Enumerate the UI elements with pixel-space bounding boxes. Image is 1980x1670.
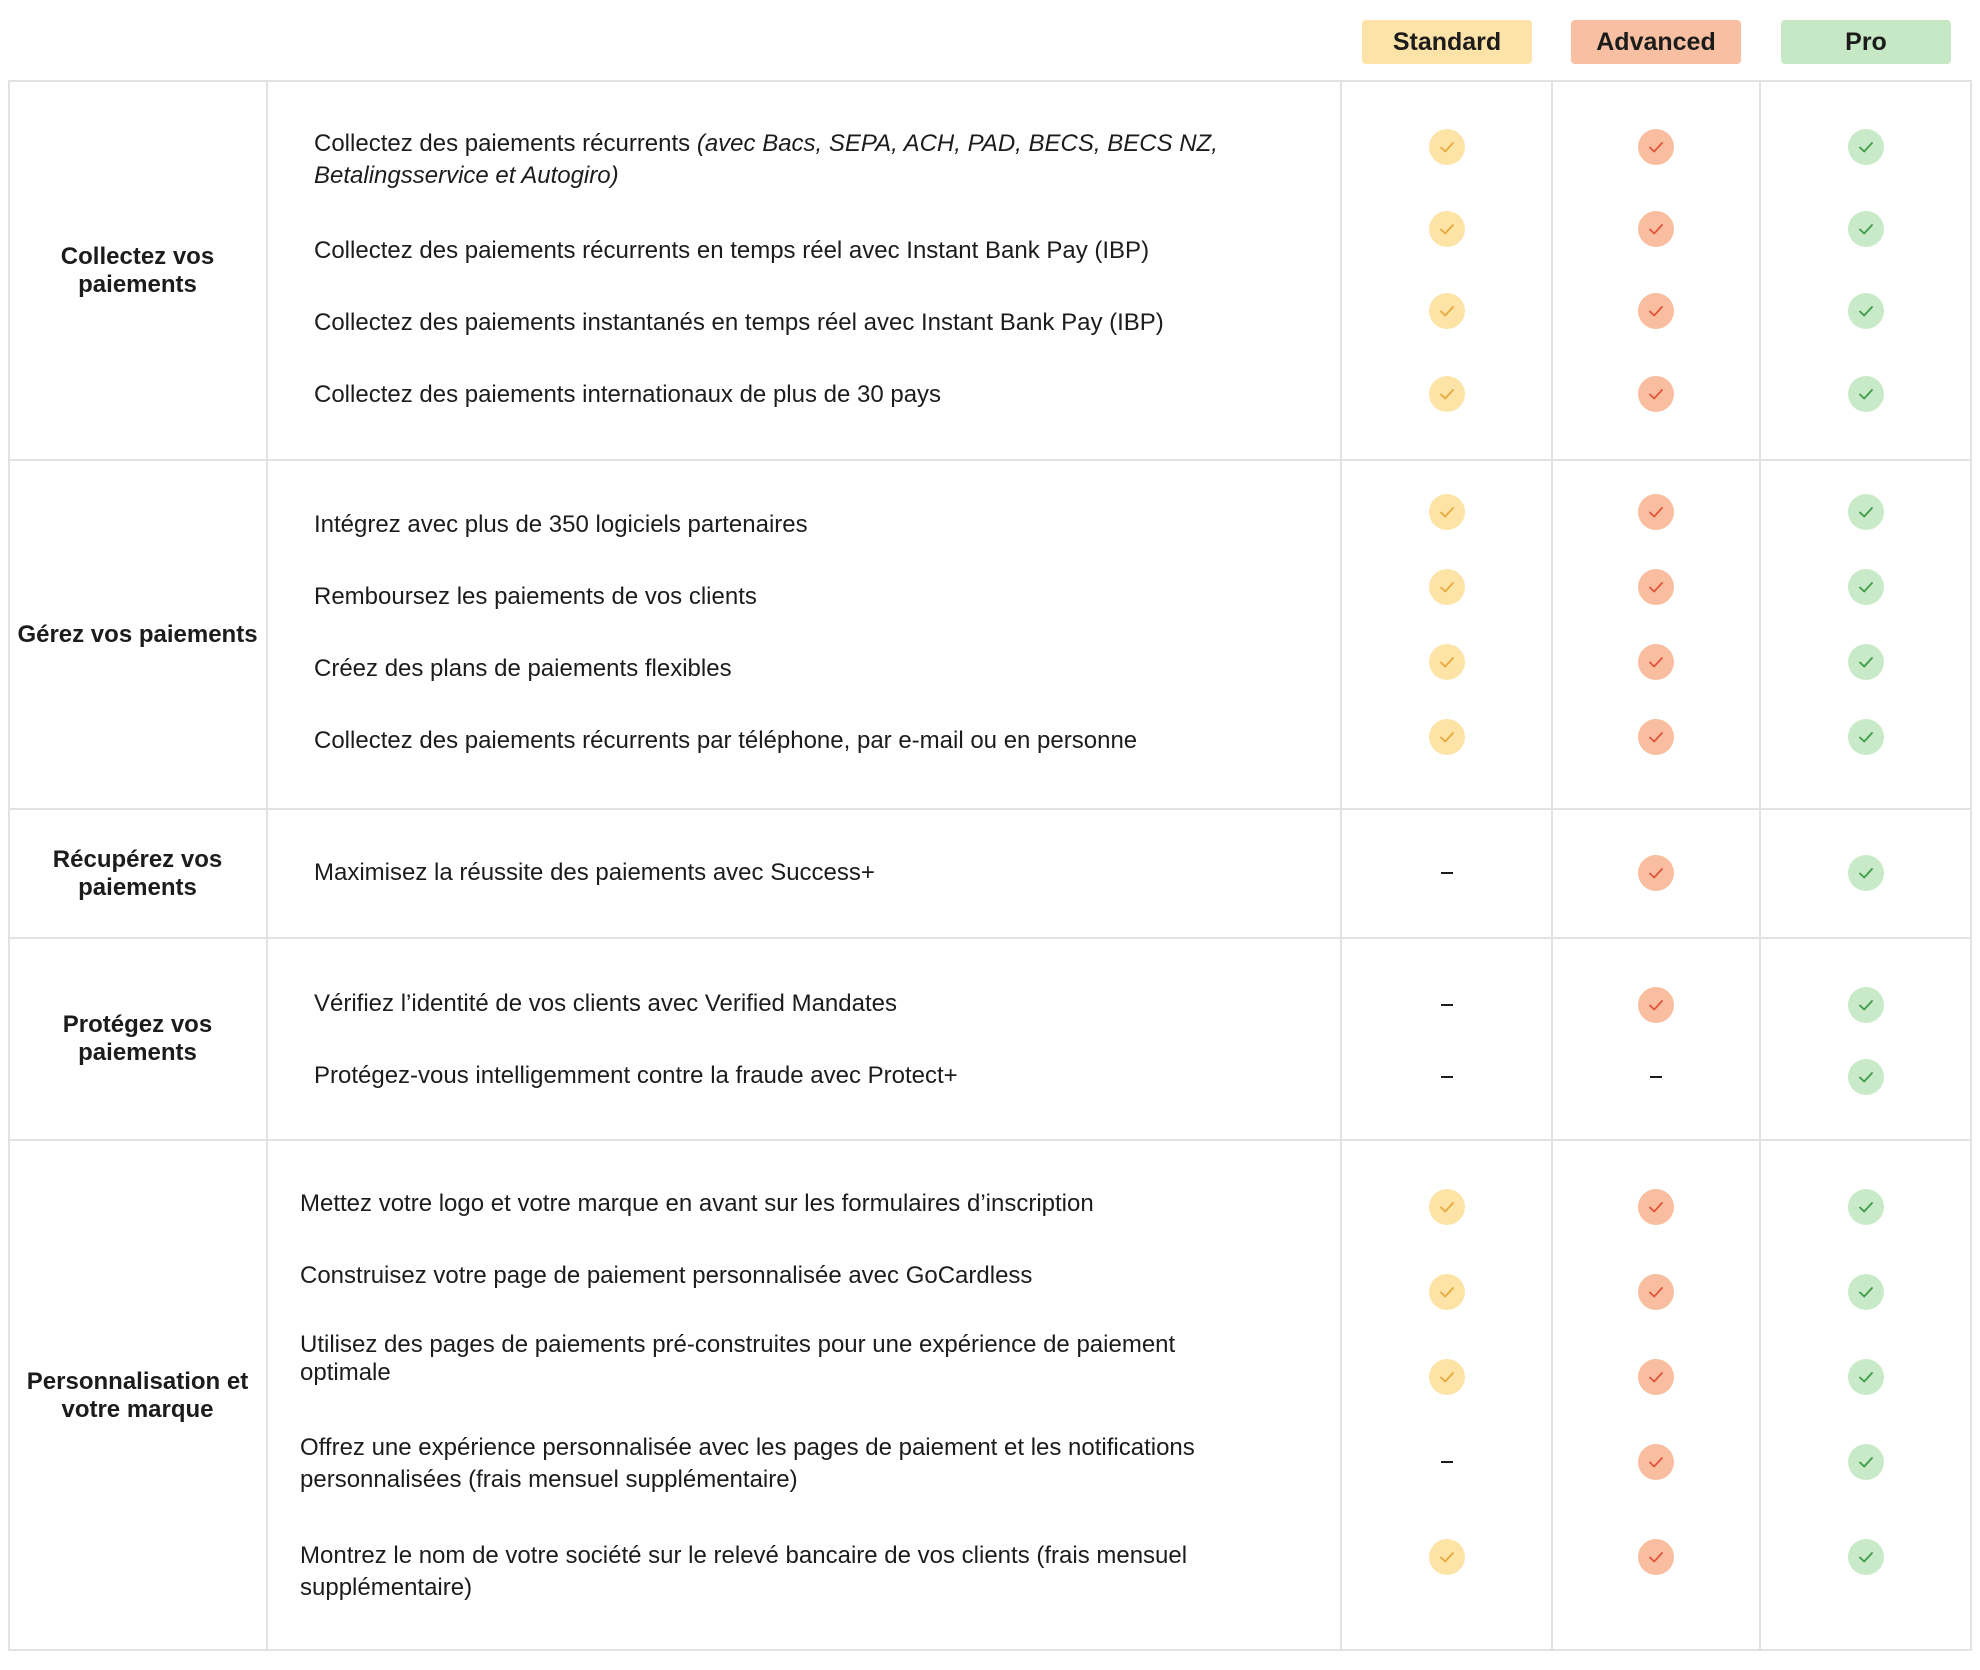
section-label-collect: Collectez vos paiements	[60, 242, 215, 298]
check-icon	[1638, 293, 1674, 329]
check-icon	[1848, 855, 1884, 891]
check-icon	[1848, 569, 1884, 605]
feature-text: Collectez des paiements récurrents en temps réel avec Instant Bank Pay (IBP)	[314, 237, 1150, 264]
feature-text: Intégrez avec plus de 350 logiciels partenaires	[314, 511, 808, 538]
check-icon	[1848, 1539, 1884, 1575]
section-label-manage: Gérez vos paiements	[17, 620, 258, 648]
section-label-protect: Protégez vos paiements	[62, 1011, 213, 1066]
feature-text: Maximisez la réussite des paiements avec Success+	[314, 859, 875, 886]
feature-text: Collectez des paiements internationaux de plus de 30 pays	[314, 381, 942, 408]
feature-text: Montrez le nom de votre société sur le relevé bancaire de vos clients (frais mensuel supplémentaire)	[300, 1542, 1188, 1601]
check-icon	[1638, 987, 1674, 1023]
column-divider	[1551, 80, 1553, 1651]
check-icon	[1429, 376, 1465, 412]
check-icon	[1848, 211, 1884, 247]
feature-text: Construisez votre page de paiement personnalisée avec GoCardless	[300, 1262, 1033, 1289]
check-icon	[1429, 719, 1465, 755]
plan-header-standard: Standard	[1362, 20, 1532, 64]
column-divider	[1759, 80, 1761, 1651]
check-icon	[1638, 644, 1674, 680]
check-icon	[1429, 1359, 1465, 1395]
check-icon	[1429, 1274, 1465, 1310]
row-divider	[8, 459, 1972, 461]
check-icon	[1429, 211, 1465, 247]
check-icon	[1638, 1189, 1674, 1225]
check-icon	[1638, 494, 1674, 530]
row-divider	[8, 1139, 1972, 1141]
dash-icon	[1441, 872, 1453, 874]
check-icon	[1638, 211, 1674, 247]
check-icon	[1638, 1274, 1674, 1310]
feature-text: Remboursez les paiements de vos clients	[314, 583, 757, 610]
check-icon	[1848, 1444, 1884, 1480]
check-icon	[1848, 1189, 1884, 1225]
check-icon	[1429, 293, 1465, 329]
check-icon	[1638, 1539, 1674, 1575]
check-icon	[1638, 569, 1674, 605]
feature-text: Collectez des paiements récurrents par téléphone, par e-mail ou en personne	[314, 727, 1138, 754]
check-icon	[1848, 644, 1884, 680]
check-icon	[1848, 719, 1884, 755]
check-icon	[1429, 1539, 1465, 1575]
check-icon	[1848, 376, 1884, 412]
check-icon	[1429, 129, 1465, 165]
row-divider	[8, 937, 1972, 939]
check-icon	[1848, 494, 1884, 530]
check-icon	[1638, 1359, 1674, 1395]
check-icon	[1848, 1274, 1884, 1310]
check-icon	[1638, 376, 1674, 412]
section-label-branding: Personnalisation et votre marque	[26, 1368, 249, 1423]
check-icon	[1848, 293, 1884, 329]
column-divider	[1340, 80, 1342, 1651]
dash-icon	[1650, 1076, 1662, 1078]
check-icon	[1848, 987, 1884, 1023]
row-divider	[8, 808, 1972, 810]
check-icon	[1638, 129, 1674, 165]
check-icon	[1638, 1444, 1674, 1480]
dash-icon	[1441, 1461, 1453, 1463]
feature-text: Collectez des paiements instantanés en temps réel avec Instant Bank Pay (IBP)	[314, 309, 1164, 336]
column-divider	[266, 80, 268, 1651]
check-icon	[1848, 1359, 1884, 1395]
feature-text: Collectez des paiements récurrents (avec Bacs, SEPA, ACH, PAD, BECS, BECS NZ, Betalingsservice et Autogiro)	[314, 130, 1218, 189]
check-icon	[1848, 129, 1884, 165]
feature-text: Vérifiez l’identité de vos clients avec Verified Mandates	[314, 990, 897, 1017]
check-icon	[1429, 569, 1465, 605]
feature-text: Protégez-vous intelligemment contre la fraude avec Protect+	[314, 1062, 958, 1089]
feature-text: Utilisez des pages de paiements pré-construites pour une expérience de paiement optimale	[300, 1331, 1176, 1386]
section-label-recover: Récupérez vos paiements	[52, 845, 223, 901]
check-icon	[1638, 855, 1674, 891]
dash-icon	[1441, 1076, 1453, 1078]
check-icon	[1848, 1059, 1884, 1095]
plan-header-pro: Pro	[1781, 20, 1951, 64]
check-icon	[1429, 494, 1465, 530]
check-icon	[1429, 644, 1465, 680]
feature-text: Créez des plans de paiements flexibles	[314, 655, 732, 682]
check-icon	[1429, 1189, 1465, 1225]
dash-icon	[1441, 1004, 1453, 1006]
plan-header-advanced: Advanced	[1571, 20, 1741, 64]
feature-text: Offrez une expérience personnalisée avec les pages de paiement et les notifications personnalisées (frais mensuel supplémentaire)	[300, 1434, 1195, 1493]
check-icon	[1638, 719, 1674, 755]
feature-text: Mettez votre logo et votre marque en avant sur les formulaires d’inscription	[300, 1190, 1094, 1217]
